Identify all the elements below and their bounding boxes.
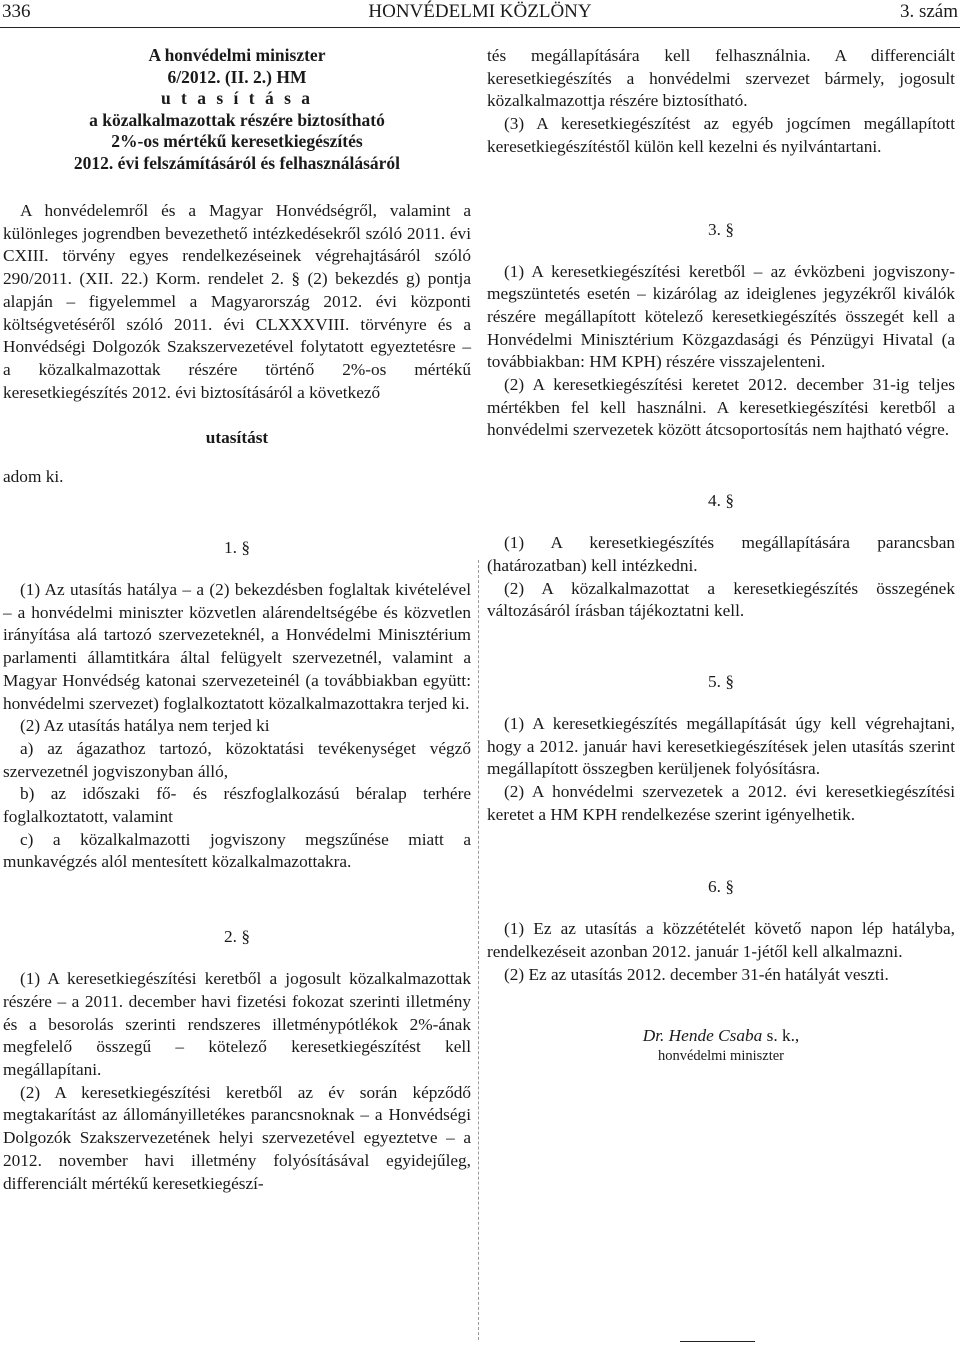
section-1-title: 1. § [224, 538, 250, 558]
footer-rule [680, 1341, 755, 1342]
document-number: 6/2012. (II. 2.) HM [167, 66, 307, 87]
section-4-paragraph-1: (1) A keresetkiegészítés megállapítására parancsban (határozatban) kell intézkedni. [487, 533, 955, 575]
issue-number: 3. szám [899, 1, 958, 22]
document-title-line-1: a közalkalmazottak részére biztosítható [89, 109, 385, 130]
issuer: A honvédelmi miniszter [148, 45, 326, 65]
document-type: u t a s í t á s a [160, 88, 314, 108]
section-1-item-c: c) a közalkalmazotti jogviszony megszűnése miatt a munkavégzés alól mentesített közalkalmazottakra. [3, 829, 471, 872]
section-5-paragraph-1: (1) A keresetkiegészítés megállapítását úgy kell végrehajtani, hogy a 2012. január havi keresetkiegészítések jelen utasítás szerint megállapított összegben kerüljenek folyósításra. [487, 713, 955, 779]
section-6-paragraph-1: (1) Ez az utasítás a közzétételét követő napon lép hatályba, rendelkezéseit azonban 2012. január 1-jétől kell alkalmazni. [487, 919, 955, 962]
document-title-line-3: 2012. évi felszámításáról és felhasználásáról [73, 152, 401, 173]
section-2-paragraph-2: (2) A keresetkiegészítési keretből az év során képződő megtakarítást az állományilletékes parancsnoknak – a Honvédségi Dolgozók Szakszervezetének helyi szervezetével egyeztetve – a 2012. november havi illetmény folyósításával egyidejűleg, differenciált mértékű keresetkiegészí- [3, 1082, 471, 1193]
page-number: 336 [2, 1, 31, 22]
section-2-paragraph-2-continued: tés megállapítására kell felhasználnia. A differenciált keresetkiegészítés a honvédelmi szervezet bármely, jogosult közalkalmazottja részére biztosítható. [487, 46, 955, 111]
section-3-paragraph-1: (1) A keresetkiegészítési keretből – az évközbeni jogviszony-megszüntetés esetén – kizárólag az ideiglenes jegyzékről kiválók részére megállapított kötelező keresetkiegészítés összegét kell a Honvédelmi Minisztérium Közgazdasági és Pénzügyi Hivatal (a továbbiakban: HM KPH) részére visszajelenteni. [487, 261, 955, 372]
left-column [3, 45, 471, 1195]
publication-title: HONVÉDELMI KÖZLÖNY [368, 1, 592, 22]
section-3-paragraph-2: (2) A keresetkiegészítési keretet 2012. december 31-ig teljes mértékben fel kell használni. A keresetkiegészítési keretből a honvédelmi szervezetek között átcsoportosítás nem hajtható végre. [487, 375, 955, 440]
section-6-title: 6. § [708, 877, 734, 897]
column-divider [478, 560, 479, 1340]
signatory-suffix: s. k., [766, 1025, 800, 1045]
document-heading [3, 45, 471, 174]
section-1-paragraph-2: (2) Az utasítás hatálya nem terjed ki [20, 716, 270, 736]
section-5-title: 5. § [708, 671, 734, 691]
section-2-paragraph-3: (3) A keresetkiegészítést az egyéb jogcímen megállapított keresetkiegészítéstől külön kell kezelni és nyilvántartani. [487, 114, 955, 156]
section-6-paragraph-2: (2) Ez az utasítás 2012. december 31-én hatályát veszti. [504, 964, 889, 984]
utasitast-word: utasítást [205, 428, 269, 448]
section-2-title: 2. § [224, 927, 250, 947]
signature-block [487, 1025, 955, 1065]
section-1-paragraph-1: (1) Az utasítás hatálya – a (2) bekezdésben foglaltak kivételével – a honvédelmi miniszter közvetlen alárendeltségébe és közvetlen irányítása alá tartozó szervezeteknél, a Honvédelmi Minisztérium parlamenti államtitkára által felügyelt szervezetnél, valamint a Magyar Honvédség katonai szervezeteinél (a továbbiakban együtt: honvédelmi szervezet) foglalkoztatott közalkalmazottakra terjed ki. [3, 580, 471, 713]
section-5-paragraph-2: (2) A honvédelmi szervezetek a 2012. évi keresetkiegészítési keretet a HM KPH rendelkezése szerint igényelhetik. [487, 782, 955, 824]
closing-formula: adom ki. [3, 467, 64, 487]
section-4-paragraph-2: (2) A közalkalmazottat a keresetkiegészítés összegének változásáról írásban tájékoztatni kell. [487, 578, 955, 621]
section-4-title: 4. § [708, 491, 734, 511]
section-3-title: 3. § [708, 219, 734, 239]
section-2-paragraph-1: (1) A keresetkiegészítési keretből a jogosult közalkalmazottak részére – a 2011. december havi fizetési fokozat szerinti illetmény és a besorolás szerinti rendszeres illetménypótlékok 2%-ának megfelelő összegű – kötelező keresetkiegészítést kell megállapítani. [3, 969, 471, 1079]
page-header [0, 0, 960, 28]
preamble: A honvédelemről és a Magyar Honvédségről, valamint a különleges jogrendben bevezethető intézkedésekről szóló 2011. évi CXIII. törvény egyes rendelkezéseinek végrehajtásáról szóló 290/2011. (XII. 22.) Korm. rendelet 2. § (2) bekezdés g) pontja alapján – figyelemmel a Magyarország 2012. évi központi költségvetéséről szóló 2011. évi CLXXXVIII. törvényre és a Honvédségi Dolgozók Szakszervezetével folytatott egyeztetésre – a közalkalmazottak részére történő 2%-os mértékű keresetkiegészítés 2012. évi biztosításáról a következő [3, 201, 471, 402]
section-1-item-a: a) az ágazathoz tartozó, közoktatási tevékenységet végző szervezetnél jogviszonyban álló, [3, 738, 471, 781]
right-column [487, 45, 955, 1065]
section-1-item-b: b) az időszaki fő- és részfoglalkozású béralap terhére foglalkoztatott, valamint [3, 784, 471, 827]
signatory-role: honvédelmi miniszter [657, 1047, 785, 1064]
signatory-name: Dr. Hende Csaba [642, 1025, 763, 1045]
document-title-line-2: 2%-os mértékű keresetkiegészítés [111, 131, 363, 151]
